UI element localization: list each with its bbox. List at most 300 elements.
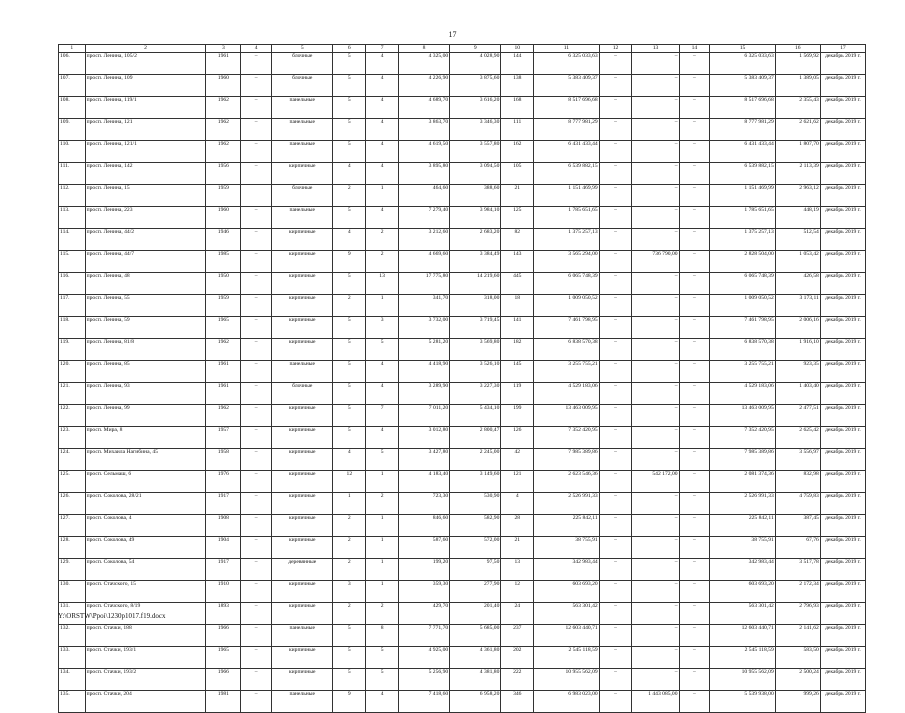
address-cell: просп. Соколова, 54 (85, 559, 206, 581)
year-cell: 1950 (206, 273, 241, 295)
area-living-cell: 6 958,20 (450, 691, 501, 713)
table-row (59, 515, 866, 537)
table-row (59, 383, 866, 405)
year-cell: 1917 (206, 493, 241, 515)
cost-total-cell: 13 463 009,95 (534, 405, 600, 427)
unit-cost-cell: 1 916,10 (775, 339, 820, 361)
unit-cost-cell: 2 500,24 (775, 669, 820, 691)
residents-cell: 119 (501, 383, 534, 405)
material-cell: кирпичные (272, 295, 333, 317)
address-cell: просп. Ленина, 81/8 (85, 339, 206, 361)
col12-cell: – (599, 471, 632, 493)
entrances-cell: 1 (366, 559, 399, 581)
entrances-cell: 4 (366, 361, 399, 383)
entrances-cell: 4 (366, 97, 399, 119)
year-cell: 1962 (206, 119, 241, 141)
col13-cell: – (632, 625, 679, 647)
material-cell: панельные (272, 119, 333, 141)
deadline-cell: декабрь 2019 г. (820, 493, 865, 515)
cost-total-cell: 1 009 050,52 (534, 295, 600, 317)
col14-cell: – (679, 427, 710, 449)
area-living-cell: 3 719,45 (450, 317, 501, 339)
cost-total-cell: 2 623 546,36 (534, 471, 600, 493)
area-total-cell: 4 669,60 (398, 251, 449, 273)
floors-cell: 5 (333, 119, 366, 141)
cost-budget-cell: 225 842,11 (710, 515, 776, 537)
residents-cell: 202 (501, 647, 534, 669)
col4-cell: – (241, 427, 272, 449)
entrances-cell: 1 (366, 471, 399, 493)
material-cell: кирпичные (272, 339, 333, 361)
material-cell: кирпичные (272, 251, 333, 273)
cost-total-cell: 6 838 570,38 (534, 339, 600, 361)
table-row (59, 625, 866, 647)
unit-cost-cell: 2 625,42 (775, 427, 820, 449)
material-cell: кирпичные (272, 647, 333, 669)
entrances-cell: 2 (366, 229, 399, 251)
col4-cell (241, 185, 272, 207)
address-cell: просп. Ленина, 109 (85, 75, 206, 97)
col13-cell: 1 443 085,00 (632, 691, 679, 713)
col4-cell: – (241, 361, 272, 383)
residents-cell: 4 (501, 493, 534, 515)
deadline-cell: декабрь 2019 г. (820, 559, 865, 581)
col12-cell: – (599, 493, 632, 515)
deadline-cell: декабрь 2019 г. (820, 207, 865, 229)
deadline-cell: декабрь 2019 г. (820, 625, 865, 647)
floors-cell: 5 (333, 647, 366, 669)
column-number-10: 10 (501, 45, 534, 53)
entrances-cell: 5 (366, 449, 399, 471)
year-cell: 1962 (206, 97, 241, 119)
floors-cell: 5 (333, 669, 366, 691)
area-living-cell: 201,40 (450, 603, 501, 625)
col14-cell: – (679, 295, 710, 317)
col4-cell: – (241, 97, 272, 119)
row-number: 113. (59, 207, 86, 229)
residents-cell: 346 (501, 691, 534, 713)
cost-total-cell: 6 983 023,00 (534, 691, 600, 713)
page-number: 17 (448, 30, 457, 39)
row-number: 134. (59, 669, 86, 691)
year-cell: 1981 (206, 691, 241, 713)
unit-cost-cell: 1 807,70 (775, 141, 820, 163)
unit-cost-cell: 1 389,05 (775, 75, 820, 97)
area-living-cell: 4 381,80 (450, 669, 501, 691)
col12-cell: – (599, 141, 632, 163)
column-number-7: 7 (366, 45, 399, 53)
col13-cell: – (632, 515, 679, 537)
floors-cell: 5 (333, 339, 366, 361)
col14-cell: – (679, 625, 710, 647)
cost-budget-cell: 1 151 469,99 (710, 185, 776, 207)
col14-cell: – (679, 581, 710, 603)
unit-cost-cell: 999,26 (775, 691, 820, 713)
table-row (59, 493, 866, 515)
row-number: 132. (59, 625, 86, 647)
cost-budget-cell: 6 838 570,38 (710, 339, 776, 361)
cost-budget-cell: 603 693,20 (710, 581, 776, 603)
col12-cell: – (599, 625, 632, 647)
col4-cell: – (241, 537, 272, 559)
col12-cell: – (599, 185, 632, 207)
col12-cell: – (599, 515, 632, 537)
col13-cell: – (632, 97, 679, 119)
table-body (59, 53, 866, 713)
address-cell: просп. Ленина, 15 (85, 185, 206, 207)
col12-cell: – (599, 581, 632, 603)
address-cell: просп. Ленина, 119/1 (85, 97, 206, 119)
cost-total-cell: 1 785 651,65 (534, 207, 600, 229)
col12-cell: – (599, 97, 632, 119)
unit-cost-cell: 832,98 (775, 471, 820, 493)
area-living-cell: 318,00 (450, 295, 501, 317)
col4-cell: – (241, 229, 272, 251)
col12-cell: – (599, 163, 632, 185)
unit-cost-cell: 4 759,83 (775, 493, 820, 515)
col4-cell: – (241, 383, 272, 405)
col13-cell: – (632, 405, 679, 427)
material-cell: кирпичные (272, 537, 333, 559)
deadline-cell: декабрь 2019 г. (820, 427, 865, 449)
deadline-cell: декабрь 2019 г. (820, 603, 865, 625)
area-total-cell: 464,60 (398, 185, 449, 207)
col14-cell: – (679, 361, 710, 383)
col13-cell: – (632, 339, 679, 361)
area-living-cell: 3 227,30 (450, 383, 501, 405)
entrances-cell: 13 (366, 273, 399, 295)
year-cell: 1966 (206, 625, 241, 647)
cost-total-cell: 7 985 389,86 (534, 449, 600, 471)
col13-cell: – (632, 361, 679, 383)
floors-cell: 5 (333, 625, 366, 647)
area-total-cell: 4 226,90 (398, 75, 449, 97)
col14-cell: – (679, 141, 710, 163)
col14-cell: – (679, 339, 710, 361)
col14-cell: – (679, 603, 710, 625)
floors-cell: 5 (333, 405, 366, 427)
cost-budget-cell: 1 375 257,13 (710, 229, 776, 251)
material-cell: кирпичные (272, 581, 333, 603)
year-cell: 1917 (206, 559, 241, 581)
unit-cost-cell: 2 006,16 (775, 317, 820, 339)
cost-budget-cell: 1 785 651,65 (710, 207, 776, 229)
address-cell: просп. Ленина, 99 (85, 405, 206, 427)
material-cell: панельные (272, 691, 333, 713)
register-table (58, 44, 866, 713)
table-row (59, 405, 866, 427)
row-number: 114. (59, 229, 86, 251)
table-row (59, 647, 866, 669)
unit-cost-cell: 2 963,12 (775, 185, 820, 207)
residents-cell: 138 (501, 75, 534, 97)
residents-cell: 145 (501, 361, 534, 383)
area-living-cell: 14 219,60 (450, 273, 501, 295)
cost-budget-cell: 342 983,44 (710, 559, 776, 581)
deadline-cell: декабрь 2019 г. (820, 691, 865, 713)
cost-budget-cell: 7 985 389,86 (710, 449, 776, 471)
deadline-cell: декабрь 2019 г. (820, 75, 865, 97)
area-living-cell: 4 361,80 (450, 647, 501, 669)
area-total-cell: 359,30 (398, 581, 449, 603)
table-row (59, 603, 866, 625)
col4-cell: – (241, 53, 272, 75)
col12-cell: – (599, 537, 632, 559)
table-row (59, 581, 866, 603)
col13-cell: – (632, 449, 679, 471)
address-cell: просп. Ленина, 59 (85, 317, 206, 339)
entrances-cell: 3 (366, 317, 399, 339)
area-living-cell: 2 245,00 (450, 449, 501, 471)
table-row (59, 163, 866, 185)
cost-budget-cell: 3 255 755,21 (710, 361, 776, 383)
area-living-cell: 5 434,10 (450, 405, 501, 427)
entrances-cell: 2 (366, 603, 399, 625)
col12-cell: – (599, 207, 632, 229)
cost-total-cell: 6 539 882,15 (534, 163, 600, 185)
floors-cell: 3 (333, 581, 366, 603)
cost-budget-cell: 2 828 504,00 (710, 251, 776, 273)
row-number: 124. (59, 449, 86, 471)
year-cell: 1961 (206, 53, 241, 75)
year-cell: 1893 (206, 603, 241, 625)
col12-cell: – (599, 559, 632, 581)
cost-total-cell: 4 529 183,06 (534, 383, 600, 405)
area-living-cell: 5 685,00 (450, 625, 501, 647)
col14-cell: – (679, 405, 710, 427)
col14-cell: – (679, 185, 710, 207)
col12-cell: – (599, 361, 632, 383)
col13-cell: – (632, 53, 679, 75)
address-cell: просп. Ленина, 223 (85, 207, 206, 229)
year-cell: 1910 (206, 581, 241, 603)
row-number: 135. (59, 691, 86, 713)
residents-cell: 42 (501, 449, 534, 471)
unit-cost-cell: 1 569,92 (775, 53, 820, 75)
row-number: 106. (59, 53, 86, 75)
cost-budget-cell: 7 461 798,95 (710, 317, 776, 339)
table-row (59, 229, 866, 251)
entrances-cell: 7 (366, 405, 399, 427)
col14-cell: – (679, 53, 710, 75)
residents-cell: 21 (501, 185, 534, 207)
year-cell: 1958 (206, 449, 241, 471)
column-number-14: 14 (679, 45, 710, 53)
col12-cell: – (599, 405, 632, 427)
row-number: 133. (59, 647, 86, 669)
floors-cell: 5 (333, 97, 366, 119)
area-living-cell: 3 875,60 (450, 75, 501, 97)
deadline-cell: декабрь 2019 г. (820, 383, 865, 405)
col4-cell: – (241, 251, 272, 273)
cost-budget-cell: 12 603 440,71 (710, 625, 776, 647)
area-living-cell: 3 984,10 (450, 207, 501, 229)
cost-total-cell: 10 955 562,09 (534, 669, 600, 691)
col14-cell: – (679, 559, 710, 581)
deadline-cell: декабрь 2019 г. (820, 669, 865, 691)
year-cell: 1961 (206, 383, 241, 405)
year-cell: 1985 (206, 251, 241, 273)
floors-cell: 2 (333, 515, 366, 537)
unit-cost-cell: 1 053,42 (775, 251, 820, 273)
address-cell: просп. Стачки, 193/2 (85, 669, 206, 691)
col14-cell: – (679, 119, 710, 141)
row-number: 107. (59, 75, 86, 97)
row-number: 128. (59, 537, 86, 559)
cost-budget-cell: 4 529 183,06 (710, 383, 776, 405)
table-row (59, 361, 866, 383)
col12-cell: – (599, 295, 632, 317)
col13-cell: – (632, 295, 679, 317)
area-total-cell: 4 325,00 (398, 53, 449, 75)
cost-total-cell: 3 255 755,21 (534, 361, 600, 383)
floors-cell: 2 (333, 295, 366, 317)
floors-cell: 5 (333, 361, 366, 383)
residents-cell: 141 (501, 317, 534, 339)
deadline-cell: декабрь 2019 г. (820, 273, 865, 295)
material-cell: кирпичные (272, 273, 333, 295)
column-number-13: 13 (632, 45, 679, 53)
year-cell: 1908 (206, 515, 241, 537)
cost-budget-cell: 6 065 748,39 (710, 273, 776, 295)
col4-cell: – (241, 449, 272, 471)
area-total-cell: 17 775,80 (398, 273, 449, 295)
area-living-cell: 388,60 (450, 185, 501, 207)
address-cell: просп. Ленина, 121/1 (85, 141, 206, 163)
col13-cell: – (632, 603, 679, 625)
cost-total-cell: 6 431 433,44 (534, 141, 600, 163)
year-cell: 1959 (206, 295, 241, 317)
area-living-cell: 3 346,30 (450, 119, 501, 141)
cost-budget-cell: 2 526 991,33 (710, 493, 776, 515)
address-cell: просп. Стачки, 193/1 (85, 647, 206, 669)
unit-cost-cell: 448,19 (775, 207, 820, 229)
col12-cell: – (599, 119, 632, 141)
col14-cell: – (679, 669, 710, 691)
cost-budget-cell: 38 755,91 (710, 537, 776, 559)
cost-total-cell: 1 375 257,13 (534, 229, 600, 251)
residents-cell: 162 (501, 141, 534, 163)
row-number: 111. (59, 163, 86, 185)
col12-cell: – (599, 603, 632, 625)
cost-total-cell: 3 565 294,00 (534, 251, 600, 273)
area-total-cell: 3 012,80 (398, 427, 449, 449)
area-total-cell: 7 418,60 (398, 691, 449, 713)
residents-cell: 182 (501, 339, 534, 361)
cost-total-cell: 8 517 696,68 (534, 97, 600, 119)
deadline-cell: декабрь 2019 г. (820, 581, 865, 603)
deadline-cell: декабрь 2019 г. (820, 361, 865, 383)
entrances-cell: 2 (366, 251, 399, 273)
col14-cell: – (679, 163, 710, 185)
col13-cell: – (632, 273, 679, 295)
row-number: 115. (59, 251, 86, 273)
col13-cell: – (632, 207, 679, 229)
column-number-12: 12 (599, 45, 632, 53)
col4-cell: – (241, 339, 272, 361)
area-total-cell: 7 771,70 (398, 625, 449, 647)
col12-cell: – (599, 251, 632, 273)
cost-budget-cell: 5 383 409,37 (710, 75, 776, 97)
row-number: 120. (59, 361, 86, 383)
unit-cost-cell: 3 173,11 (775, 295, 820, 317)
table-row (59, 559, 866, 581)
year-cell: 1946 (206, 229, 241, 251)
col14-cell: – (679, 493, 710, 515)
col14-cell: – (679, 317, 710, 339)
table-row (59, 427, 866, 449)
column-number-1: 1 (59, 45, 86, 53)
col13-cell: – (632, 317, 679, 339)
entrances-cell: 4 (366, 53, 399, 75)
entrances-cell: 1 (366, 295, 399, 317)
material-cell: панельные (272, 625, 333, 647)
floors-cell: 4 (333, 163, 366, 185)
deadline-cell: декабрь 2019 г. (820, 229, 865, 251)
entrances-cell: 2 (366, 493, 399, 515)
unit-cost-cell: 583,50 (775, 647, 820, 669)
cost-budget-cell: 8 777 981,29 (710, 119, 776, 141)
cost-budget-cell: 2 081 374,36 (710, 471, 776, 493)
year-cell: 1960 (206, 75, 241, 97)
residents-cell: 222 (501, 669, 534, 691)
entrances-cell: 4 (366, 119, 399, 141)
unit-cost-cell: 67,76 (775, 537, 820, 559)
col14-cell: – (679, 471, 710, 493)
col14-cell: – (679, 691, 710, 713)
col13-cell: 542 172,00 (632, 471, 679, 493)
table-row (59, 53, 866, 75)
year-cell: 1962 (206, 339, 241, 361)
address-cell: просп. Ленина, 142 (85, 163, 206, 185)
deadline-cell: декабрь 2019 г. (820, 185, 865, 207)
table-row (59, 119, 866, 141)
column-number-2: 2 (85, 45, 206, 53)
cost-budget-cell: 6 325 033,63 (710, 53, 776, 75)
table-row (59, 691, 866, 713)
floors-cell: 5 (333, 383, 366, 405)
area-living-cell: 530,90 (450, 493, 501, 515)
col12-cell: – (599, 427, 632, 449)
col13-cell: – (632, 493, 679, 515)
column-number-9: 9 (450, 45, 501, 53)
column-number-17: 17 (820, 45, 865, 53)
row-number: 130. (59, 581, 86, 603)
col4-cell: – (241, 273, 272, 295)
col12-cell: – (599, 669, 632, 691)
cost-total-cell: 6 065 748,39 (534, 273, 600, 295)
address-cell: просп. Михаила Нагибина, 45 (85, 449, 206, 471)
area-total-cell: 4 183,40 (398, 471, 449, 493)
address-cell: просп. Ленина, 44/2 (85, 229, 206, 251)
material-cell: панельные (272, 97, 333, 119)
col4-cell: – (241, 559, 272, 581)
material-cell: блочные (272, 53, 333, 75)
area-total-cell: 846,60 (398, 515, 449, 537)
unit-cost-cell: 3 556,97 (775, 449, 820, 471)
unit-cost-cell: 2 355,43 (775, 97, 820, 119)
col4-cell: – (241, 405, 272, 427)
year-cell: 1976 (206, 471, 241, 493)
entrances-cell: 5 (366, 669, 399, 691)
deadline-cell: декабрь 2019 г. (820, 471, 865, 493)
col13-cell: – (632, 537, 679, 559)
table-row (59, 449, 866, 471)
cost-budget-cell: 1 009 050,52 (710, 295, 776, 317)
material-cell: блочные (272, 185, 333, 207)
col4-cell: – (241, 163, 272, 185)
material-cell: кирпичные (272, 163, 333, 185)
